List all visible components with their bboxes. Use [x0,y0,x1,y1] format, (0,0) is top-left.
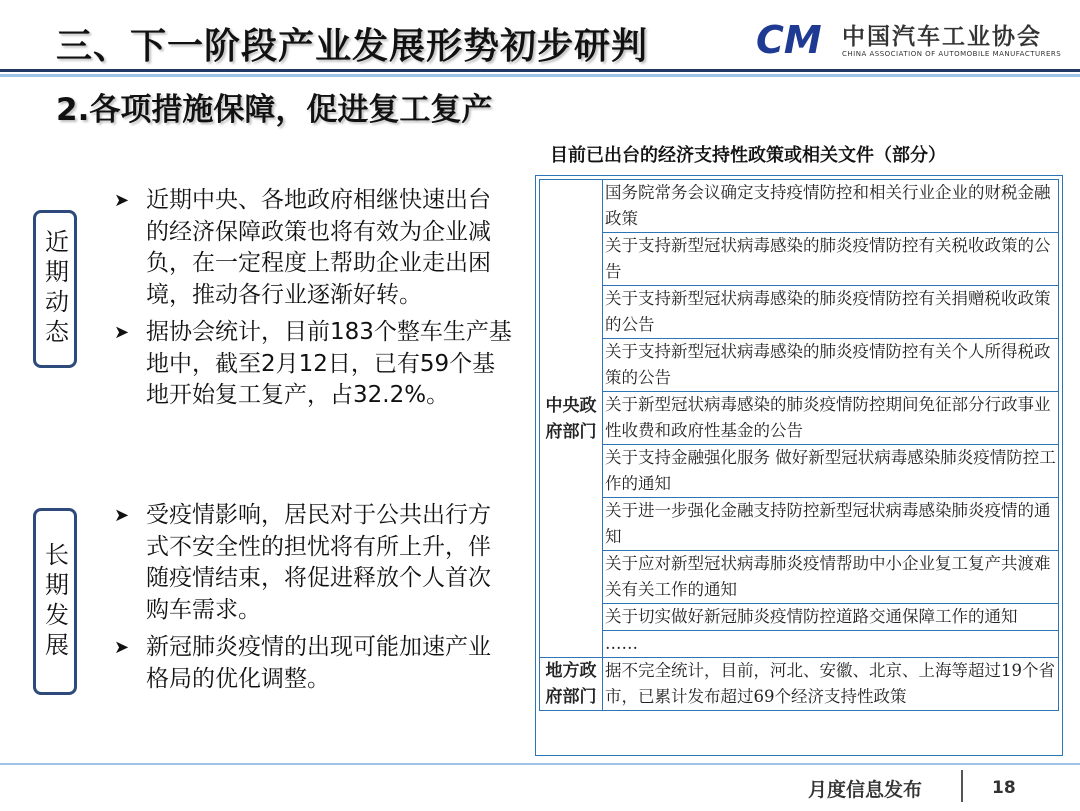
bullet-item [112,632,512,695]
category-local: 地方政府部门 [540,658,603,711]
footer-separator [961,770,963,802]
subtitle: 2.各项措施保障，促进复工复产 [56,92,493,128]
arrow-bullet-icon: ➤ [114,505,130,526]
bullet-text: 新冠肺炎疫情的出现可能加速产业格局的优化调整。 [146,634,491,692]
bullet-text: 据协会统计，目前183个整车生产基地中，截至2月12日，已有59个基地开始复工复产，占32.2%。 [146,319,512,408]
bullet-text: 受疫情影响，居民对于公共出行方式不安全性的担忧将有所上升，伴随疫情结束，将促进释放个人首次购车需求。 [146,502,491,623]
tag-recent-trends: 近期动态 [33,210,77,368]
logo-name-cn: 中国汽车工业协会 [842,24,1042,50]
policy-table [539,179,1059,711]
footer-label: 月度信息发布 [808,779,923,801]
page-number: 18 [992,778,1016,798]
table-row [540,233,1059,286]
table-row [540,658,1059,711]
footer-rule [0,763,1080,765]
longterm-bullet-list [112,500,512,701]
policy-cell: 关于应对新型冠状病毒肺炎疫情帮助中小企业复工复产共渡难关有关工作的通知 [603,551,1059,604]
bullet-item [112,317,512,412]
logo-name-en: CHINA ASSOCIATION OF AUTOMOBILE MANUFACTURERS [842,50,1062,58]
policy-cell: 关于新型冠状病毒感染的肺炎疫情防控期间免征部分行政事业性收费和政府性基金的公告 [603,392,1059,445]
policy-cell: 关于支持新型冠状病毒感染的肺炎疫情防控有关个人所得税政策的公告 [603,339,1059,392]
category-central: 中央政府部门 [540,180,603,658]
policy-cell: 关于支持金融强化服务 做好新型冠状病毒感染肺炎疫情防控工作的通知 [603,445,1059,498]
bullet-item [112,185,512,311]
arrow-bullet-icon: ➤ [114,637,130,658]
table-row [540,498,1059,551]
policy-cell: 关于支持新型冠状病毒感染的肺炎疫情防控有关捐赠税收政策的公告 [603,286,1059,339]
policy-cell: …… [603,631,1059,658]
bullet-item [112,500,512,626]
header-rule-dark [0,69,1080,72]
table-row [540,445,1059,498]
logo [756,14,1062,64]
table-row [540,604,1059,631]
table-row [540,551,1059,604]
policy-cell: 关于进一步强化金融支持防控新型冠状病毒感染肺炎疫情的通知 [603,498,1059,551]
tag-long-term: 长期发展 [33,508,77,695]
table-row [540,392,1059,445]
table-row [540,339,1059,392]
policy-cell: 国务院常务会议确定支持疫情防控和相关行业企业的财税金融政策 [603,180,1059,233]
header-rule-light [0,74,1080,77]
arrow-bullet-icon: ➤ [114,190,130,211]
policy-cell: 关于支持新型冠状病毒感染的肺炎疫情防控有关税收政策的公告 [603,233,1059,286]
logo-mark-icon [756,18,840,58]
policy-cell: 关于切实做好新冠肺炎疫情防控道路交通保障工作的通知 [603,604,1059,631]
section-title: 三、下一阶段产业发展形势初步研判 [56,26,649,67]
policy-cell: 据不完全统计，目前，河北、安徽、北京、上海等超过19个省市，已累计发布超过69个经济支持性政策 [603,658,1059,711]
table-row [540,286,1059,339]
logo-mark-text: CM [756,18,822,58]
bullet-text: 近期中央、各地政府相继快速出台的经济保障政策也将有效为企业减负，在一定程度上帮助企业走出困境，推动各行业逐渐好转。 [146,187,491,308]
arrow-bullet-icon: ➤ [114,322,130,343]
table-caption: 目前已出台的经济支持性政策或相关文件（部分） [550,145,946,166]
table-row [540,180,1059,233]
recent-bullet-list [112,185,512,418]
table-row [540,631,1059,658]
